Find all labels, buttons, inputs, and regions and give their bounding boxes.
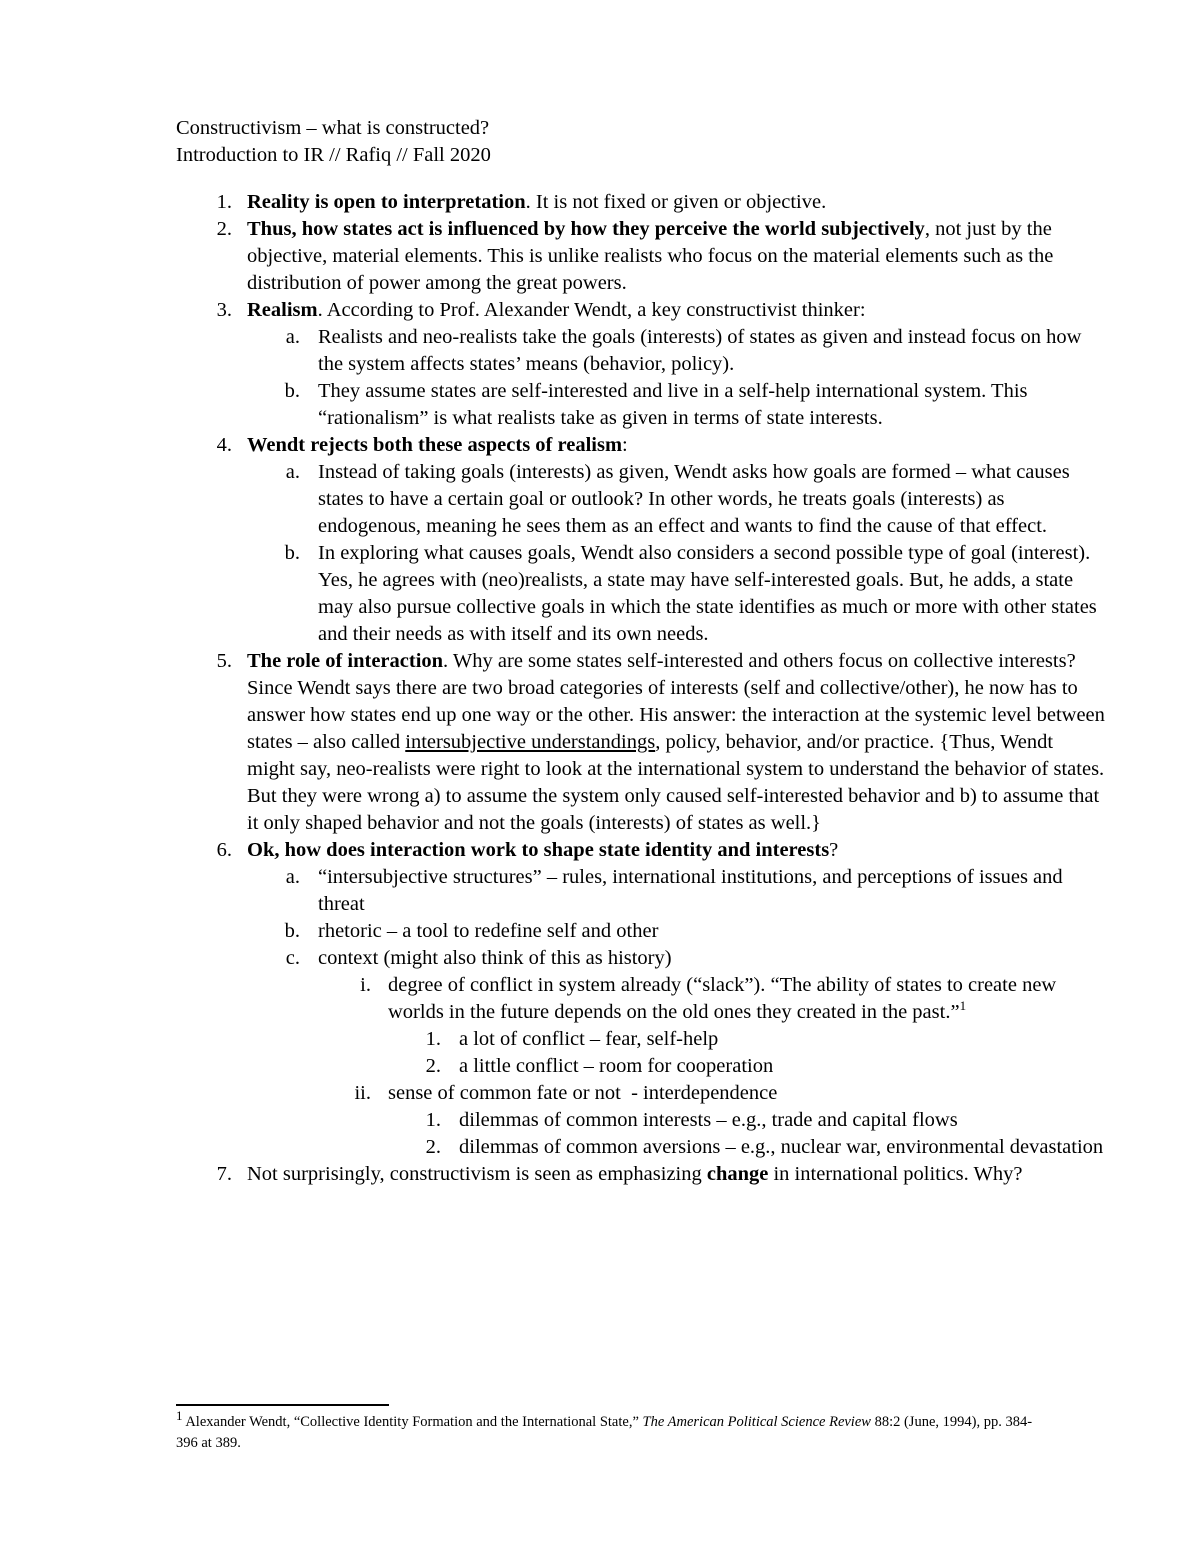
document-title: Constructivism – what is constructed? [176,117,490,139]
item-text: Not surprisingly, constructivism is seen as emphasizing [247,1163,707,1185]
item-number: 3. [216,299,232,321]
item-emphasis: change [706,1163,769,1185]
item-text: . It is not fixed or given or objective. [525,191,827,213]
outline-item-6c-ii-1 [176,1107,1106,1134]
item-letter: b. [284,542,300,564]
footnote-citation: 88:2 (June, 1994), pp. 384-396 at 389. [176,1414,1033,1451]
footnote-mark: 1 [176,1408,183,1424]
outline-item-6a [176,864,1106,918]
item-text: Instead of taking goals (interests) as given, Wendt asks how goals are formed – what causes states to have a certain goal or outlook? In other words, he treats goals (interests) as endogenous, meaning he sees them as an effect and wants to find the cause of that effect. [318,461,1070,537]
outline-item-6 [176,837,1106,864]
item-text: They assume states are self-interested and live in a self-help international system. This “rationalism” is what realists take as given in terms of state interests. [318,380,1028,429]
outline-item-5 [176,648,1106,837]
item-text: ? [829,839,839,861]
item-text: sense of common fate or not - interdependence [388,1082,778,1104]
item-text: In exploring what causes goals, Wendt also considers a second possible type of goal (interest). Yes, he agrees with (neo)realists, a state may have self-interested goals. But, he adds, a state may also pursue collective goals in which the state identifies as much or more with other states and their needs as with itself and its own needs. [318,542,1097,645]
item-letter: a. [285,866,300,888]
item-roman: i. [360,974,371,996]
document-body [176,115,1106,1188]
item-number: 4. [216,434,232,456]
item-heading: Realism [247,299,318,321]
underlined-term: intersubjective understandings [405,731,656,753]
outline-item-6c-i [176,972,1106,1026]
footnote-separator [176,1404,389,1406]
outline-item-4 [176,432,1106,459]
outline-item-6c-i-1 [176,1026,1106,1053]
item-number: 2. [216,218,232,240]
item-heading: Reality is open to interpretation [247,191,526,213]
outline-item-3 [176,297,1106,324]
item-text: . According to Prof. Alexander Wendt, a key constructivist thinker: [317,299,866,321]
outline-item-6c [176,945,1106,972]
item-text: dilemmas of common aversions – e.g., nuclear war, environmental devastation [459,1136,1104,1158]
outline-item-3b [176,378,1106,432]
item-letter: b. [284,380,300,402]
item-number: 1. [425,1109,441,1131]
item-heading: Ok, how does interaction work to shape state identity and interests [247,839,830,861]
outline-item-6b [176,918,1106,945]
item-letter: b. [284,920,300,942]
item-letter: a. [285,326,300,348]
outline-item-1 [176,189,1106,216]
item-text: rhetoric – a tool to redefine self and other [318,920,659,942]
item-heading: Wendt rejects both these aspects of realism [247,434,623,456]
main-outline [176,189,1106,1188]
outline-item-4b [176,540,1106,648]
outline-item-2 [176,216,1106,297]
footnote-journal: The American Political Science Review [642,1414,871,1430]
item-letter: a. [285,461,300,483]
item-text: a little conflict – room for cooperation [459,1055,774,1077]
item-roman: ii. [354,1082,371,1104]
item-number: 6. [216,839,232,861]
item-heading: The role of interaction [247,650,444,672]
item-number: 1. [216,191,232,213]
footnote-text: Alexander Wendt, “Collective Identity Formation and the International State,” [182,1414,643,1430]
outline-item-6c-ii [176,1080,1106,1107]
outline-item-3a [176,324,1106,378]
item-text: Realists and neo-realists take the goals (interests) of states as given and instead focus on how the system affects states’ means (behavior, policy). [318,326,1082,375]
item-number: 2. [425,1055,441,1077]
item-text: . Why are some states self-interested and others focus on collective interests? Since Wendt says there are two broad categories of interests (self and collective/other), he now has to answer how states end up one way or the other. His answer: the interaction at the systemic level between states – also called [247,650,1105,753]
item-text-continued: , policy, behavior, and/or practice. {Thus, Wendt might say, neo-realists were right to look at the international system to understand the behavior of states. But they were wrong a) to assume the system only caused self-interested behavior and b) to assume that it only shaped behavior and not the goals (interests) of states as well.} [247,731,1105,834]
item-text: context (might also think of this as history) [318,947,672,969]
item-text: , not just by the objective, material elements. This is unlike realists who focus on the material elements such as the distribution of power among the great powers. [247,218,1054,294]
item-number: 2. [425,1136,441,1158]
document-subtitle: Introduction to IR // Rafiq // Fall 2020 [176,144,491,166]
item-text: dilemmas of common interests – e.g., trade and capital flows [459,1109,958,1131]
outline-item-4a [176,459,1106,540]
item-heading: Thus, how states act is influenced by how they perceive the world subjectively [247,218,925,240]
footnote [176,1408,1036,1454]
item-text: : [622,434,628,456]
item-text: a lot of conflict – fear, self-help [459,1028,719,1050]
outline-item-6c-i-2 [176,1053,1106,1080]
item-number: 5. [216,650,232,672]
item-text: degree of conflict in system already (“slack”). “The ability of states to create new worlds in the future depends on the old ones they created in the past.” [388,974,1057,1023]
item-text-continued: in international politics. Why? [768,1163,1023,1185]
item-letter: c. [285,947,300,969]
footnote-reference[interactable]: 1 [959,998,967,1014]
outline-item-7 [176,1161,1106,1188]
item-number: 1. [425,1028,441,1050]
item-text: “intersubjective structures” – rules, international institutions, and perceptions of issues and threat [318,866,1063,915]
outline-item-6c-ii-2 [176,1134,1106,1161]
item-number: 7. [216,1163,232,1185]
